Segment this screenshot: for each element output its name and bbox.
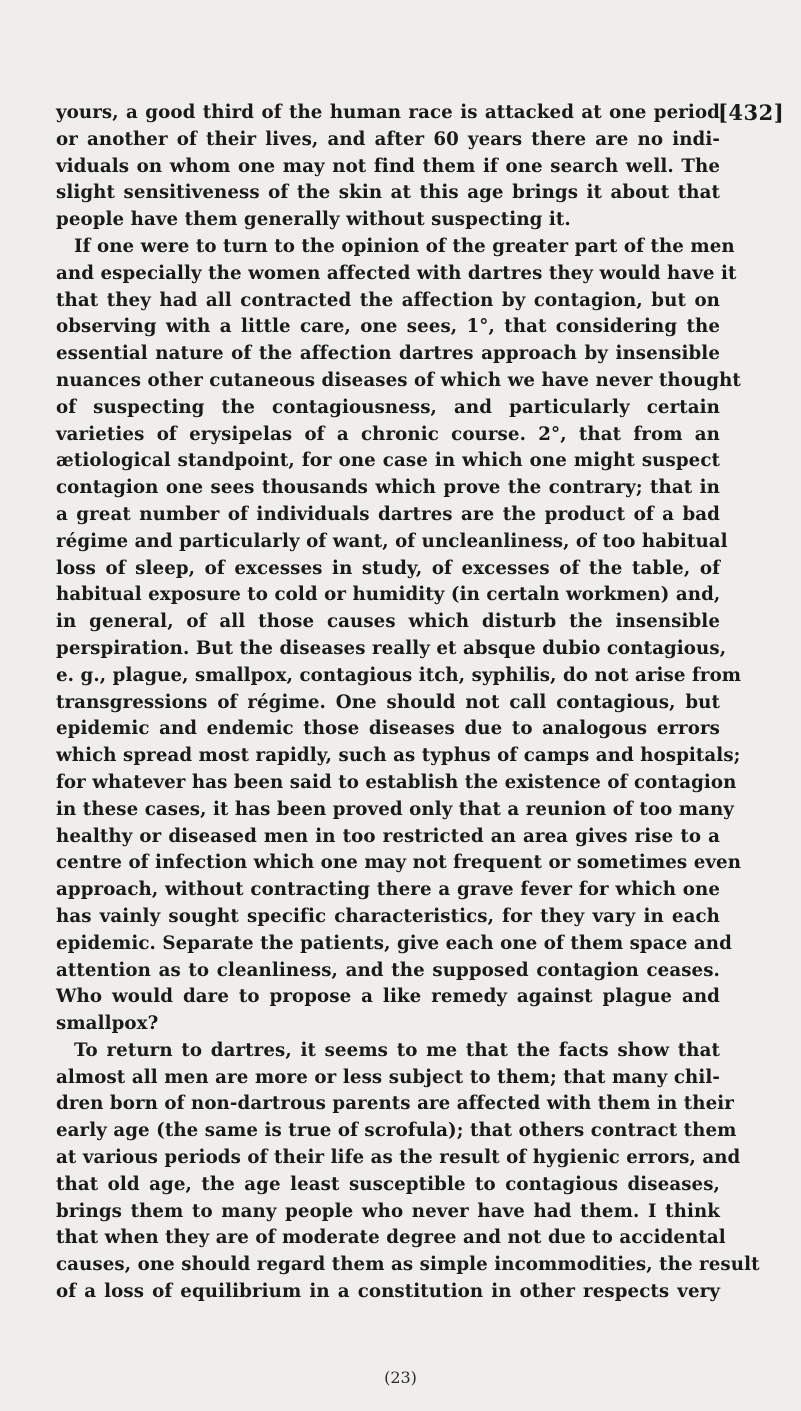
- margin-page-reference: [432]: [718, 100, 785, 125]
- text-line: or another of their lives, and after 60 years there are no indi-: [56, 128, 720, 150]
- text-line: of a loss of equilibrium in a constitution in other respects very: [56, 1281, 720, 1303]
- text-line: nuances other cutaneous diseases of which we have never thought: [56, 369, 741, 391]
- text-line: dren born of non-dartrous parents are affected with them in their: [56, 1093, 734, 1115]
- text-line: attention as to cleanliness, and the supposed contagion ceases.: [56, 959, 720, 981]
- text-line: slight sensitiveness of the skin at this age brings it about that: [56, 182, 720, 204]
- text-line: that old age, the age least susceptible to contagious diseases,: [56, 1173, 720, 1195]
- text-line: of suspecting the contagiousness, and particularly certain: [56, 396, 720, 418]
- text-line: epidemic. Separate the patients, give each one of them space and: [56, 932, 732, 954]
- text-line: and especially the women affected with dartres they would have it: [56, 262, 737, 284]
- text-line: essential nature of the affection dartres approach by insensible: [56, 343, 720, 365]
- page-number: (23): [384, 1368, 417, 1387]
- text-line: that when they are of moderate degree and not due to accidental: [56, 1227, 726, 1249]
- text-line: brings them to many people who never have had them. I think: [56, 1200, 720, 1222]
- text-line: varieties of erysipelas of a chronic course. 2°, that from an: [56, 423, 720, 445]
- text-line: at various periods of their life as the result of hygienic errors, and: [56, 1147, 741, 1169]
- text-line: centre of infection which one may not frequent or sometimes even: [56, 852, 742, 874]
- text-line: causes, one should regard them as simple incommodities, the result: [56, 1254, 760, 1276]
- text-line: has vainly sought specific characteristics, for they vary in each: [56, 905, 720, 927]
- text-line: smallpox?: [56, 1013, 159, 1035]
- text-line: a great number of individuals dartres are the product of a bad: [56, 503, 720, 525]
- text-line: perspiration. But the diseases really et absque dubio contagious,: [56, 637, 727, 659]
- text-line: contagion one sees thousands which prove the contrary; that in: [56, 477, 720, 499]
- text-line: early age (the same is true of scrofula); that others contract them: [56, 1120, 737, 1142]
- text-line: e. g., plague, smallpox, contagious itch, syphilis, do not arise from: [56, 664, 742, 686]
- text-line: régime and particularly of want, of uncleanliness, of too habitual: [56, 530, 728, 552]
- text-line: yours, a good third of the human race is attacked at one period: [56, 102, 720, 123]
- text-line: observing with a little care, one sees, 1°, that considering the: [56, 316, 720, 338]
- text-line: transgressions of régime. One should not call contagious, but: [56, 691, 720, 713]
- text-line: healthy or diseased men in too restricted an area gives rise to a: [56, 825, 720, 847]
- text-line: loss of sleep, of excesses in study, of excesses of the table, of: [56, 557, 720, 579]
- text-line: for whatever has been said to establish the existence of contagion: [56, 771, 737, 793]
- text-line: habitual exposure to cold or humidity (in certaln workmen) and,: [56, 584, 721, 606]
- text-line: which spread most rapidly, such as typhus of camps and hospitals;: [56, 745, 741, 767]
- text-line: in general, of all those causes which disturb the insensible: [56, 611, 720, 633]
- text-line: people have them generally without suspecting it.: [56, 209, 571, 231]
- text-line: epidemic and endemic those diseases due to analogous errors: [56, 718, 720, 740]
- text-line: in these cases, it has been proved only that a reunion of too many: [56, 798, 734, 820]
- text-line: ætiological standpoint, for one case in which one might suspect: [56, 450, 720, 472]
- text-line: approach, without contracting there a grave fever for which one: [56, 879, 720, 901]
- text-line: If one were to turn to the opinion of the greater part of the men: [74, 235, 735, 257]
- text-line: To return to dartres, it seems to me that the facts show that: [74, 1039, 720, 1061]
- text-line: viduals on whom one may not find them if one search well. The: [56, 155, 720, 177]
- text-line: almost all men are more or less subject to them; that many chil-: [56, 1066, 720, 1088]
- text-line: that they had all contracted the affection by contagion, but on: [56, 289, 720, 311]
- text-line: Who would dare to propose a like remedy against plague and: [56, 986, 720, 1008]
